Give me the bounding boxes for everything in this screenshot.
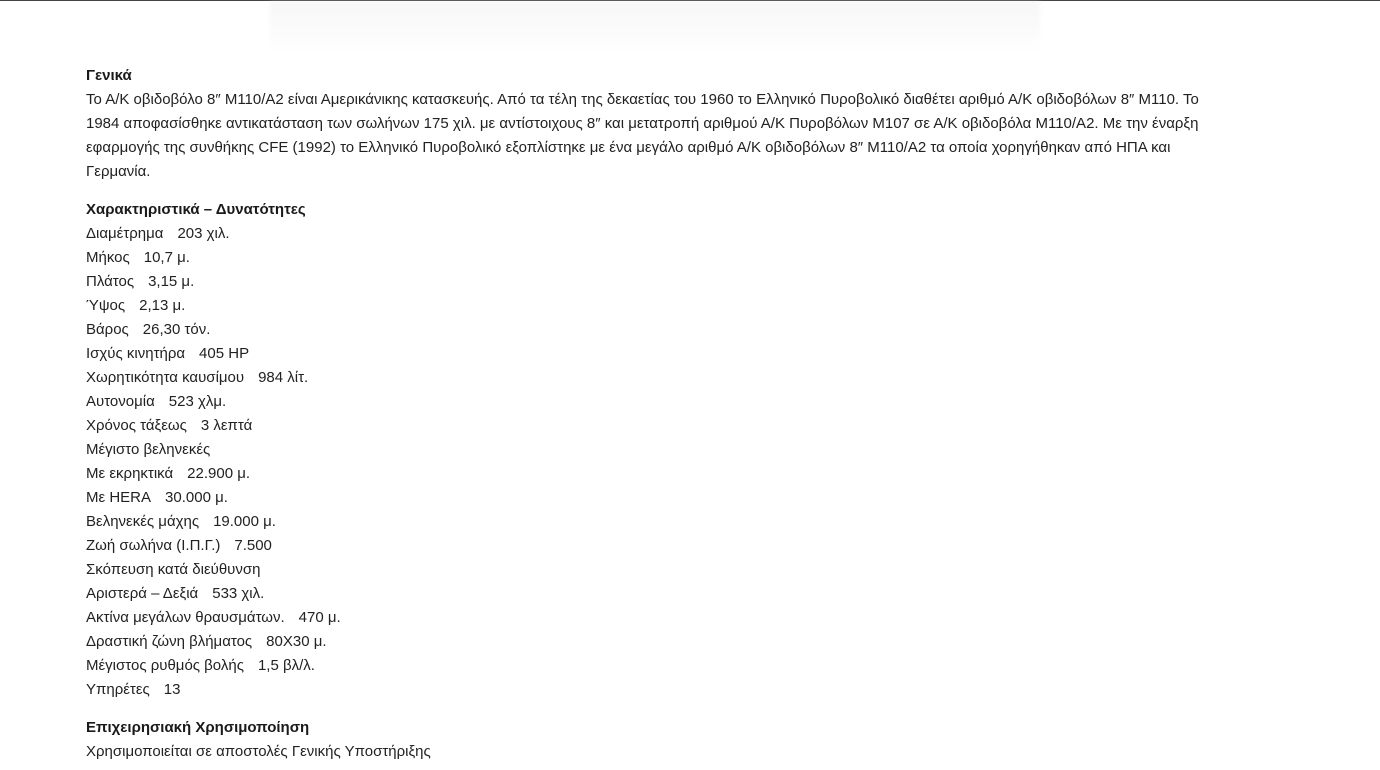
specs-section bbox=[86, 198, 1236, 702]
spec-value: 523 χλμ. bbox=[168, 393, 227, 410]
spec-label: Διαμέτρημα bbox=[86, 225, 164, 242]
spec-row bbox=[86, 318, 1236, 342]
spec-row bbox=[86, 606, 1236, 630]
spec-label: Πλάτος bbox=[86, 273, 135, 290]
spec-value: 19.000 μ. bbox=[213, 513, 276, 530]
spec-label: Ύψος bbox=[86, 297, 126, 314]
spec-label: Μήκος bbox=[86, 249, 130, 266]
spec-row bbox=[86, 222, 1236, 246]
general-section bbox=[86, 64, 1236, 184]
spec-row bbox=[86, 438, 1236, 462]
spec-row bbox=[86, 366, 1236, 390]
spec-label: Μέγιστο βεληνεκές bbox=[86, 441, 211, 458]
spec-value: 405 HP bbox=[199, 345, 250, 362]
spec-label: Βεληνεκές μάχης bbox=[86, 513, 200, 530]
spec-value: 30.000 μ. bbox=[165, 489, 228, 506]
spec-value: 984 λίτ. bbox=[258, 369, 309, 386]
spec-row bbox=[86, 342, 1236, 366]
spec-label: Υπηρέτες bbox=[86, 681, 150, 698]
spec-value: 533 χιλ. bbox=[212, 585, 265, 602]
spec-label: Βάρος bbox=[86, 321, 129, 338]
spec-label: Με HERA bbox=[86, 489, 152, 506]
specs-list bbox=[86, 222, 1236, 702]
spec-label: Ισχύς κινητήρα bbox=[86, 345, 186, 362]
spec-label: Ζωή σωλήνα (Ι.Π.Γ.) bbox=[86, 537, 221, 554]
spec-value: 470 μ. bbox=[298, 609, 341, 626]
spec-row bbox=[86, 414, 1236, 438]
spec-row bbox=[86, 462, 1236, 486]
general-heading: Γενικά bbox=[86, 67, 132, 84]
spec-value: 7.500 bbox=[234, 537, 272, 554]
spec-row bbox=[86, 270, 1236, 294]
spec-row bbox=[86, 654, 1236, 678]
spec-value: 26,30 τόν. bbox=[142, 321, 211, 338]
spec-label: Σκόπευση κατά διεύθυνση bbox=[86, 561, 261, 578]
spec-label: Αριστερά – Δεξιά bbox=[86, 585, 199, 602]
spec-value: 3 λεπτά bbox=[200, 417, 253, 434]
spec-value: 203 χιλ. bbox=[177, 225, 230, 242]
spec-value: 80Χ30 μ. bbox=[266, 633, 327, 650]
spec-value: 13 bbox=[163, 681, 181, 698]
spec-row bbox=[86, 558, 1236, 582]
spec-row bbox=[86, 246, 1236, 270]
spec-row bbox=[86, 510, 1236, 534]
spec-row bbox=[86, 630, 1236, 654]
spec-label: Αυτονομία bbox=[86, 393, 155, 410]
spec-row bbox=[86, 582, 1236, 606]
specs-heading: Χαρακτηριστικά – Δυνατότητες bbox=[86, 201, 306, 218]
spec-row bbox=[86, 486, 1236, 510]
spec-label: Ακτίνα μεγάλων θραυσμάτων. bbox=[86, 609, 285, 626]
spec-label: Χωρητικότητα καυσίμου bbox=[86, 369, 245, 386]
spec-row bbox=[86, 678, 1236, 702]
spec-value: 3,15 μ. bbox=[148, 273, 195, 290]
spec-value: 2,13 μ. bbox=[139, 297, 186, 314]
general-paragraph: Το Α/Κ οβιδοβόλο 8″ M110/A2 είναι Αμερικάνικης κατασκευής. Από τα τέλη της δεκαετίας του 1960 το Ελληνικό Πυροβολικό διαθέτει αριθμό Α/Κ οβιδοβόλων 8″ Μ110. Το 1984 αποφασίσθηκε αντικατάσταση των σωλήνων 175 χιλ. με αντίστοιχους 8″ και μετατροπή αριθμού Α/Κ Πυροβόλων Μ107 σε Α/Κ οβιδοβόλα Μ110/Α2. Με την έναρξη εφαρμογής της συνθήκης CFE (1992) το Ελληνικό Πυροβολικό εξοπλίστηκε με ένα μεγάλο αριθμό Α/Κ οβιδοβόλων 8″ Μ110/Α2 τα οποία χορηγήθηκαν από ΗΠΑ και Γερμανία. bbox=[86, 91, 1199, 180]
operational-heading: Επιχειρησιακή Χρησιμοποίηση bbox=[86, 719, 310, 736]
spec-row bbox=[86, 534, 1236, 558]
spec-label: Μέγιστος ρυθμός βολής bbox=[86, 657, 244, 674]
operational-section bbox=[86, 716, 1236, 764]
spec-label: Δραστική ζώνη βλήματος bbox=[86, 633, 253, 650]
article-body bbox=[86, 64, 1236, 770]
spec-label: Χρόνος τάξεως bbox=[86, 417, 187, 434]
spec-row bbox=[86, 294, 1236, 318]
spec-value: 22.900 μ. bbox=[187, 465, 251, 482]
spec-label: Με εκρηκτικά bbox=[86, 465, 174, 482]
spec-value: 1,5 βλ/λ. bbox=[257, 657, 315, 674]
spec-row bbox=[86, 390, 1236, 414]
spec-value: 10,7 μ. bbox=[143, 249, 190, 266]
header-image-remnant bbox=[270, 1, 1040, 53]
operational-text: Χρησιμοποιείται σε αποστολές Γενικής Υποστήριξης bbox=[86, 743, 431, 760]
